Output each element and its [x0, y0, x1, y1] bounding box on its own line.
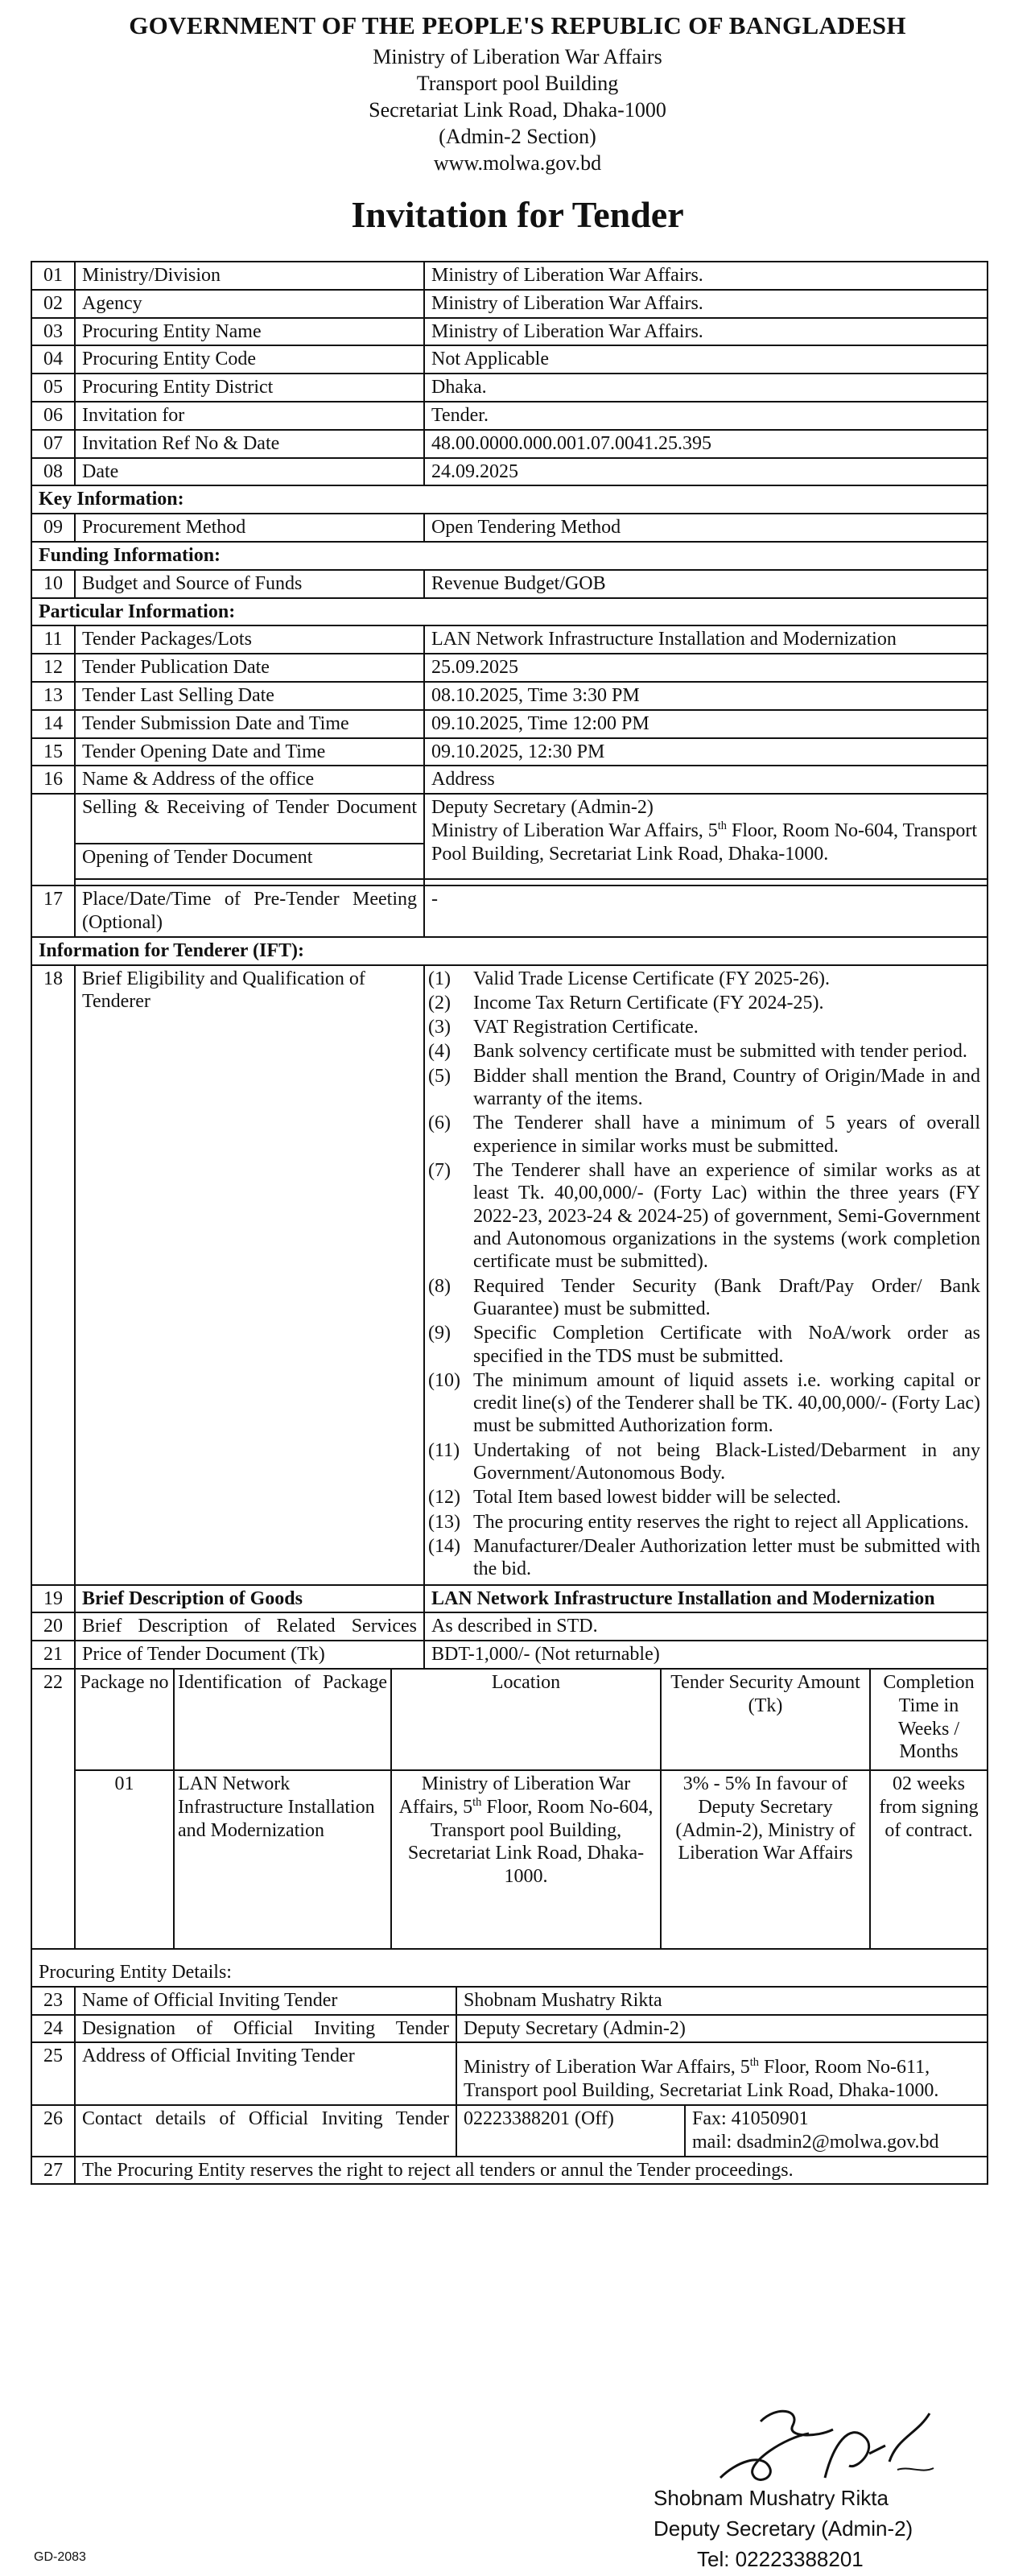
row-value: 25.09.2025	[424, 654, 988, 682]
row-value: 09.10.2025, Time 12:00 PM	[424, 710, 988, 738]
tender-info-table	[31, 261, 988, 2185]
table-row	[31, 682, 988, 710]
table-row	[31, 458, 988, 486]
row-number: 06	[31, 402, 75, 430]
eligibility-item	[428, 1016, 980, 1038]
row-label: Designation of Official Inviting Tender	[75, 2015, 456, 2043]
row-label: Brief Description of Goods	[75, 1585, 424, 1613]
section-row	[31, 485, 988, 514]
road-address: Secretariat Link Road, Dhaka-1000	[369, 98, 666, 122]
footer-code: GD-2083	[34, 2550, 86, 2564]
row-number: 20	[31, 1612, 75, 1641]
row-number: 23	[31, 1987, 75, 2015]
table-row	[31, 2015, 988, 2043]
eligibility-item	[428, 1112, 980, 1158]
contact-cell	[456, 2105, 988, 2157]
table-row	[31, 2105, 988, 2157]
row-number: 14	[31, 710, 75, 738]
row-value: 08.10.2025, Time 3:30 PM	[424, 682, 988, 710]
section-row	[31, 1949, 988, 1987]
row-label: Tender Submission Date and Time	[75, 710, 424, 738]
row-number: 27	[31, 2157, 75, 2185]
row-value: Open Tendering Method	[424, 514, 988, 542]
page-title: Invitation for Tender	[351, 194, 684, 235]
package-row	[76, 1770, 987, 1948]
eligibility-item-text: Undertaking of not being Black-Listed/Debarment in any Government/Autonomous Body.	[473, 1439, 980, 1484]
contact-mail: mail: dsadmin2@molwa.gov.bd	[692, 2131, 939, 2153]
row-value: Address	[424, 766, 988, 794]
row-number: 12	[31, 654, 75, 682]
eligibility-item	[428, 1439, 980, 1485]
row-number: 24	[31, 2015, 75, 2043]
eligibility-item	[428, 1275, 980, 1321]
selling-receiving-label: Selling & Receiving of Tender Document	[75, 794, 424, 844]
row-number: 26	[31, 2105, 75, 2157]
row-label: Brief Description of Related Services	[75, 1612, 424, 1641]
row-value: Not Applicable	[424, 345, 988, 374]
signature-name: Shobnam Mushatry Rikta	[654, 2486, 889, 2510]
eligibility-item-text: Manufacturer/Dealer Authorization letter must be submitted with the bid.	[473, 1536, 980, 1580]
eligibility-item-text: The Tenderer shall have a minimum of 5 years of overall experience in similar works must be submitted.	[473, 1113, 980, 1157]
row-value: Shobnam Mushatry Rikta	[456, 1987, 988, 2015]
signature-designation: Deputy Secretary (Admin-2)	[654, 2516, 913, 2541]
eligibility-item-text: The Tenderer shall have an experience of similar works as at least Tk. 40,00,000/- (Forty Lac) within the three years (FY 2022-23, 2023-24 & 2024-25) of government, Semi-Government and Autonomous organizations in the systems (work completion certificate must be submitted).	[473, 1160, 980, 1273]
row-label: Agency	[75, 290, 424, 318]
table-row	[31, 290, 988, 318]
eligibility-item-text: Specific Completion Certificate with NoA/work order as specified in the TDS must be submitted.	[473, 1323, 980, 1367]
row-label: Price of Tender Document (Tk)	[75, 1641, 424, 1669]
row-label: Tender Publication Date	[75, 654, 424, 682]
office-address-line2: Ministry of Liberation War Affairs, 5th Floor, Room No-604, Transport Pool Building, Secretariat Link Road, Dhaka-1000.	[431, 819, 978, 865]
eligibility-item-text: Valid Trade License Certificate (FY 2025-26).	[473, 968, 831, 989]
eligibility-list-cell	[424, 965, 988, 1585]
row-value: Tender.	[424, 402, 988, 430]
row-number: 21	[31, 1641, 75, 1669]
table-row	[31, 402, 988, 430]
table-row	[31, 879, 988, 886]
eligibility-item	[428, 1486, 980, 1509]
package-table-cell	[75, 1669, 988, 1949]
row-label: Invitation Ref No & Date	[75, 430, 424, 458]
table-row	[31, 2157, 988, 2185]
row-value: LAN Network Infrastructure Installation and Modernization	[424, 625, 988, 654]
signature-scribble	[712, 2389, 954, 2494]
row-label: Address of Official Inviting Tender	[75, 2042, 456, 2105]
eligibility-item	[428, 1535, 980, 1581]
header-location: Location	[391, 1670, 661, 1770]
table-row	[31, 1987, 988, 2015]
eligibility-item-text: Bank solvency certificate must be submitted with tender period.	[473, 1041, 967, 1063]
header-identification: Identification of Package	[174, 1670, 391, 1770]
eligibility-item	[428, 992, 980, 1014]
table-row	[31, 886, 988, 937]
row-label: Name & Address of the office	[75, 766, 424, 794]
eligibility-item-number: (9)	[428, 1323, 451, 1344]
section-heading-particular: Particular Information:	[31, 598, 988, 626]
section-heading-ift: Information for Tenderer (IFT):	[31, 937, 988, 965]
eligibility-item-number: (11)	[428, 1439, 460, 1461]
table-row	[31, 318, 988, 346]
row-value: Ministry of Liberation War Affairs.	[424, 290, 988, 318]
row-value: Ministry of Liberation War Affairs.	[424, 262, 988, 290]
spacer-cell	[424, 879, 988, 886]
table-row	[31, 766, 988, 794]
row-value: Revenue Budget/GOB	[424, 570, 988, 598]
row-label: Procuring Entity District	[75, 374, 424, 402]
table-row	[31, 738, 988, 766]
section-heading-procuring: Procuring Entity Details:	[31, 1949, 988, 1987]
row-label: Place/Date/Time of Pre-Tender Meeting (Optional)	[75, 886, 424, 937]
eligibility-item-number: (4)	[428, 1041, 451, 1063]
eligibility-item-number: (2)	[428, 992, 451, 1013]
website: www.molwa.gov.bd	[433, 151, 602, 175]
eligibility-item-number: (7)	[428, 1160, 451, 1182]
section-heading-funding: Funding Information:	[31, 542, 988, 570]
eligibility-item	[428, 1065, 980, 1111]
row-value: 09.10.2025, 12:30 PM	[424, 738, 988, 766]
package-identification: LAN Network Infrastructure Installation and Modernization	[174, 1770, 391, 1948]
package-table	[76, 1670, 987, 1948]
row-number: 19	[31, 1585, 75, 1613]
eligibility-item-text: The procuring entity reserves the right to reject all Applications.	[473, 1511, 969, 1533]
table-row	[31, 2042, 988, 2105]
row-number: 09	[31, 514, 75, 542]
row-label: Procurement Method	[75, 514, 424, 542]
row-value: LAN Network Infrastructure Installation and Modernization	[424, 1585, 988, 1613]
eligibility-item-number: (5)	[428, 1065, 451, 1087]
row-value: Deputy Secretary (Admin-2)	[456, 2015, 988, 2043]
row-label: Name of Official Inviting Tender	[75, 1987, 456, 2015]
eligibility-item-number: (13)	[428, 1511, 460, 1533]
row-number: 22	[31, 1669, 75, 1949]
eligibility-item-number: (1)	[428, 968, 451, 989]
row-label: Brief Eligibility and Qualification of Tenderer	[75, 965, 424, 1585]
eligibility-item-number: (8)	[428, 1275, 451, 1297]
office-address	[424, 794, 988, 879]
table-row	[31, 654, 988, 682]
row-number: 04	[31, 345, 75, 374]
row-number: 02	[31, 290, 75, 318]
section-row	[31, 542, 988, 570]
row-number: 01	[31, 262, 75, 290]
package-location: Ministry of Liberation War Affairs, 5th Floor, Room No-604, Transport pool Building, Secretariat Link Road, Dhaka-1000.	[391, 1770, 661, 1948]
row-label: Tender Last Selling Date	[75, 682, 424, 710]
row-number: 18	[31, 965, 75, 1585]
row-value: 48.00.0000.000.001.07.0041.25.395	[424, 430, 988, 458]
header-security: Tender Security Amount (Tk)	[661, 1670, 870, 1770]
package-header-row	[76, 1670, 987, 1770]
eligibility-list	[428, 968, 980, 1581]
package-security: 3% - 5% In favour of Deputy Secretary (Admin-2), Ministry of Liberation War Affairs	[661, 1770, 870, 1948]
eligibility-item-number: (14)	[428, 1536, 460, 1558]
row-value: Dhaka.	[424, 374, 988, 402]
building-name: Transport pool Building	[416, 72, 619, 95]
row-number: 10	[31, 570, 75, 598]
section-row	[31, 937, 988, 965]
office-address-line1: Deputy Secretary (Admin-2)	[431, 797, 654, 819]
eligibility-item	[428, 1159, 980, 1274]
signature-tel: Tel: 02223388201	[697, 2547, 864, 2571]
contact-fax-mail	[686, 2106, 946, 2156]
eligibility-item-text: Required Tender Security (Bank Draft/Pay Order/ Bank Guarantee) must be submitted.	[473, 1275, 980, 1319]
eligibility-item	[428, 1511, 980, 1534]
row-label: Date	[75, 458, 424, 486]
eligibility-item-text: The minimum amount of liquid assets i.e. working capital or credit line(s) of the Tenderer shall be TK. 40,00,000/- (Forty Lac) must be submitted Authorization form.	[473, 1369, 980, 1437]
row-value: As described in STD.	[424, 1612, 988, 1641]
row-value: 24.09.2025	[424, 458, 988, 486]
row-number-empty	[31, 794, 75, 886]
row-label: Tender Opening Date and Time	[75, 738, 424, 766]
table-row	[31, 625, 988, 654]
eligibility-item-text: Income Tax Return Certificate (FY 2024-25).	[473, 992, 824, 1013]
eligibility-item	[428, 1369, 980, 1438]
row-value: Ministry of Liberation War Affairs.	[424, 318, 988, 346]
eligibility-item-number: (3)	[428, 1017, 451, 1038]
row-value: Ministry of Liberation War Affairs, 5th Floor, Room No-611, Transport pool Building, Secretariat Link Road, Dhaka-1000.	[456, 2042, 988, 2105]
table-row	[31, 430, 988, 458]
row-number: 08	[31, 458, 75, 486]
eligibility-item-text: Bidder shall mention the Brand, Country of Origin/Made in and warranty of the items.	[473, 1065, 980, 1110]
row-number: 05	[31, 374, 75, 402]
ministry-name: Ministry of Liberation War Affairs	[373, 45, 662, 68]
eligibility-item-text: VAT Registration Certificate.	[473, 1017, 699, 1038]
header-completion: Completion Time in Weeks / Months	[870, 1670, 987, 1770]
table-row	[31, 514, 988, 542]
row-label: Procuring Entity Name	[75, 318, 424, 346]
table-row	[31, 1612, 988, 1641]
row-number: 13	[31, 682, 75, 710]
section-row	[31, 598, 988, 626]
row-number: 16	[31, 766, 75, 794]
package-no: 01	[76, 1770, 174, 1948]
row-label: Contact details of Official Inviting Tender	[75, 2105, 456, 2157]
section-name: (Admin-2 Section)	[439, 125, 596, 148]
table-row	[31, 1585, 988, 1613]
contact-fax: Fax: 41050901	[692, 2108, 809, 2130]
row-value: -	[424, 886, 988, 937]
eligibility-item-number: (6)	[428, 1113, 451, 1134]
opening-document-label: Opening of Tender Document	[75, 844, 424, 879]
row-label: Tender Packages/Lots	[75, 625, 424, 654]
eligibility-item	[428, 1322, 980, 1368]
package-completion: 02 weeks from signing of contract.	[870, 1770, 987, 1948]
eligibility-item	[428, 968, 980, 990]
row-number: 25	[31, 2042, 75, 2105]
table-row	[31, 794, 988, 844]
contact-phone: 02223388201 (Off)	[457, 2106, 686, 2156]
government-heading: GOVERNMENT OF THE PEOPLE'S REPUBLIC OF BANGLADESH	[129, 11, 906, 39]
row-value: BDT-1,000/- (Not returnable)	[424, 1641, 988, 1669]
table-row	[31, 965, 988, 1585]
row-number: 03	[31, 318, 75, 346]
eligibility-item-number: (12)	[428, 1487, 460, 1509]
row-number: 17	[31, 886, 75, 937]
row-label: Invitation for	[75, 402, 424, 430]
section-heading-key: Key Information:	[31, 485, 988, 514]
row-number: 07	[31, 430, 75, 458]
table-row	[31, 345, 988, 374]
table-row	[31, 262, 988, 290]
eligibility-item	[428, 1040, 980, 1063]
eligibility-item-text: Total Item based lowest bidder will be selected.	[473, 1487, 841, 1509]
table-row	[31, 374, 988, 402]
row-value: The Procuring Entity reserves the right to reject all tenders or annul the Tender proceedings.	[75, 2157, 988, 2185]
spacer-cell	[75, 879, 424, 886]
row-label: Procuring Entity Code	[75, 345, 424, 374]
table-row	[31, 1641, 988, 1669]
header-package-no: Package no	[76, 1670, 174, 1770]
row-number: 11	[31, 625, 75, 654]
eligibility-item-number: (10)	[428, 1369, 460, 1391]
row-number: 15	[31, 738, 75, 766]
table-row	[31, 710, 988, 738]
table-row	[31, 570, 988, 598]
table-row	[31, 1669, 988, 1949]
row-label: Budget and Source of Funds	[75, 570, 424, 598]
row-label: Ministry/Division	[75, 262, 424, 290]
